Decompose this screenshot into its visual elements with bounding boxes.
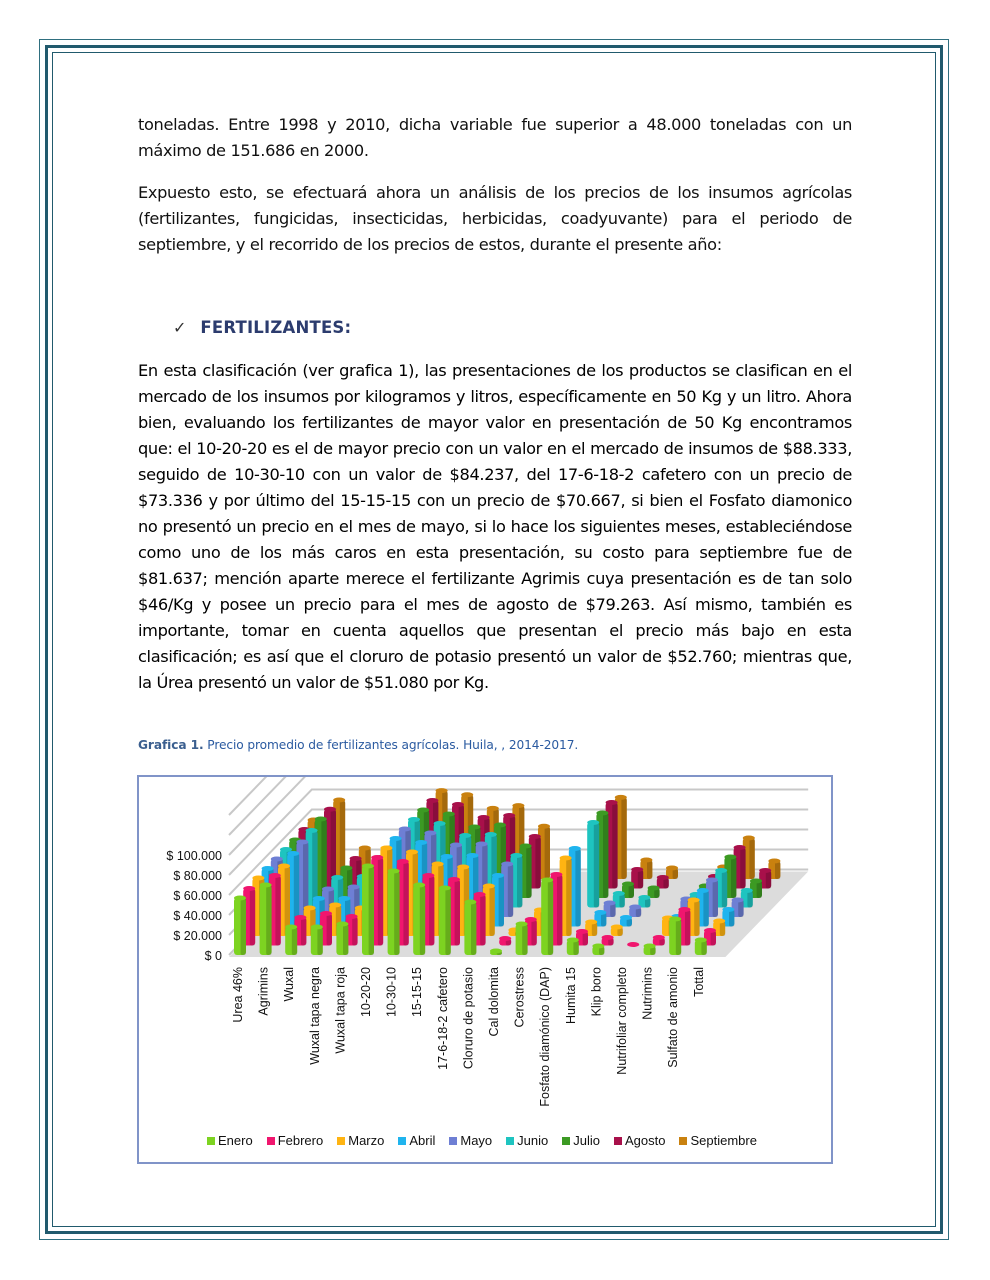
x-category-label: Urea 46% bbox=[231, 967, 245, 1023]
y-tick-label: $ 40.000 bbox=[173, 909, 222, 923]
x-category-label: Wuxal tapa negra bbox=[307, 967, 322, 1065]
legend-item bbox=[449, 1133, 492, 1148]
legend-swatch-icon bbox=[614, 1137, 622, 1145]
legend-label: Abril bbox=[409, 1133, 436, 1148]
legend-item bbox=[337, 1133, 384, 1148]
bar bbox=[464, 900, 476, 956]
bar bbox=[669, 917, 681, 956]
x-category-label: 17-6-18-2 cafetero bbox=[435, 967, 450, 1070]
x-category-label: Nutrifoliar completo bbox=[615, 967, 629, 1075]
bar bbox=[516, 922, 528, 956]
x-category-label: 10-20-20 bbox=[359, 967, 373, 1018]
y-tick-label: $ 0 bbox=[204, 949, 222, 963]
chart-plot-area bbox=[139, 777, 831, 1162]
fertilizantes-paragraph: En esta clasificación (ver grafica 1), las presentaciones de los productos se clasifican en el mercado de los insumos por kilogramos y litros, específicamente en 50 Kg y un litro. Ahora bien, evaluando los fertilizantes de mayor valor en presentación de 50 Kg encontramos que: el 10-20-20 es el de mayor precio con un valor en el mercado de insumos de $88.333, seguido de 10-30-10 con un valor de $84.237, del 17-6-18-2 cafetero con un precio de $73.336 y por último del 15-15-15 con un precio de $70.667, si bien el Fosfato diamonico no presentó un precio en el mes de mayo, si lo hace los siguientes meses, estableciéndose como uno de los más caros en esta presentación, su costo para septiembre fue de $81.637; mención aparte merece el fertilizante Agrimis cuya presentación es de tan solo $46/Kg y posee un precio para el mes de agosto de $79.263. Así mismo, también es importante, tomar en cuenta aquellos que presentan el precio más bajo en esta clasificación; es así que el cloruro de potasio presentó un valor de $52.760; mientras que, la Úrea presentó un valor de $51.080 por Kg. bbox=[138, 361, 852, 692]
legend-swatch-icon bbox=[207, 1137, 215, 1145]
legend-swatch-icon bbox=[398, 1137, 406, 1145]
bar bbox=[388, 869, 400, 956]
bar bbox=[629, 905, 641, 918]
legend-item bbox=[506, 1133, 548, 1148]
x-category-label: Fosfato diamónico (DAP) bbox=[538, 967, 553, 1107]
legend-swatch-icon bbox=[337, 1137, 345, 1145]
legend-item bbox=[679, 1133, 756, 1148]
legend-swatch-icon bbox=[449, 1137, 457, 1145]
x-category-label: Agrimins bbox=[256, 967, 271, 1016]
bar bbox=[490, 949, 502, 956]
x-category-label: Sulfato de amonio bbox=[666, 967, 681, 1068]
chart-caption-prefix: Grafica 1. bbox=[138, 738, 204, 752]
chart-caption-text: Precio promedio de fertilizantes agrícolas. Huila, , 2014-2017. bbox=[203, 738, 579, 752]
section-heading-label: FERTILIZANTES: bbox=[200, 318, 352, 337]
bar bbox=[602, 935, 614, 946]
chart-caption bbox=[138, 738, 578, 752]
legend-label: Julio bbox=[573, 1133, 600, 1148]
bar bbox=[611, 925, 623, 937]
legend-label: Mayo bbox=[460, 1133, 493, 1148]
bar bbox=[439, 886, 451, 956]
legend-item bbox=[614, 1133, 665, 1148]
bar bbox=[336, 922, 348, 956]
legend-label: Septiembre bbox=[690, 1133, 757, 1148]
bar bbox=[541, 878, 553, 956]
y-tick-label: $ 20.000 bbox=[173, 929, 222, 943]
legend-swatch-icon bbox=[267, 1137, 275, 1145]
legend-swatch-icon bbox=[506, 1137, 514, 1145]
intro-paragraph-2: Expuesto esto, se efectuará ahora un análisis de los precios de los insumos agrícolas (fertilizantes, fungicidas, insecticidas, herbicidas, coadyuvante) para el periodo de septiembre, y el recorrido de los precios de estos, durante el presente año: bbox=[138, 183, 852, 254]
x-category-label: Nutrimins bbox=[640, 967, 655, 1020]
legend-label: Febrero bbox=[277, 1133, 324, 1148]
x-category-label: Cerostress bbox=[512, 967, 527, 1028]
legend-label: Junio bbox=[517, 1133, 549, 1148]
bar bbox=[413, 883, 425, 956]
bar bbox=[234, 896, 246, 956]
fertilizer-price-chart bbox=[137, 775, 833, 1164]
legend-item bbox=[562, 1133, 600, 1148]
y-tick-label: $ 60.000 bbox=[173, 889, 222, 903]
legend-item bbox=[207, 1133, 253, 1148]
bar bbox=[627, 942, 639, 947]
bar bbox=[567, 938, 579, 956]
x-category-label: 15-15-15 bbox=[410, 967, 425, 1018]
x-category-label: Wuxal bbox=[282, 967, 297, 1002]
x-category-label: Klip boro bbox=[589, 967, 604, 1017]
checkmark-icon: ✓ bbox=[173, 318, 187, 337]
bar bbox=[362, 864, 374, 956]
legend-label: Marzo bbox=[348, 1133, 385, 1148]
x-category-label: 10-30-10 bbox=[384, 967, 399, 1018]
bar bbox=[499, 936, 511, 946]
x-category-label: Wuxal tapa roja bbox=[333, 967, 348, 1054]
y-tick-label: $ 80.000 bbox=[173, 869, 222, 883]
chart-legend bbox=[207, 1133, 757, 1148]
bar bbox=[260, 883, 272, 956]
intro-paragraph-1: toneladas. Entre 1998 y 2010, dicha variable fue superior a 48.000 toneladas con un máximo de 151.686 en 2000. bbox=[138, 115, 852, 160]
x-category-label: Cal dolomita bbox=[487, 967, 501, 1037]
x-category-label: Cloruro de potasio bbox=[461, 967, 476, 1070]
y-tick-label: $ 100.000 bbox=[166, 849, 222, 863]
x-category-label: Humita 15 bbox=[563, 967, 578, 1024]
legend-label: Agosto bbox=[625, 1133, 666, 1148]
legend-swatch-icon bbox=[679, 1137, 687, 1145]
legend-label: Enero bbox=[218, 1133, 253, 1148]
legend-swatch-icon bbox=[562, 1137, 570, 1145]
bar bbox=[657, 875, 669, 889]
legend-item bbox=[267, 1133, 324, 1148]
fertilizantes-section bbox=[138, 358, 852, 696]
bar bbox=[695, 938, 707, 956]
x-category-label: Tottal bbox=[691, 967, 706, 997]
bar bbox=[311, 925, 323, 956]
bar bbox=[592, 944, 604, 956]
intro-section bbox=[138, 112, 852, 258]
bar bbox=[285, 925, 297, 956]
bar bbox=[653, 935, 665, 946]
bar bbox=[587, 820, 599, 908]
bar bbox=[620, 915, 632, 927]
legend-item bbox=[398, 1133, 435, 1148]
bar bbox=[644, 944, 656, 956]
section-heading bbox=[173, 318, 351, 337]
